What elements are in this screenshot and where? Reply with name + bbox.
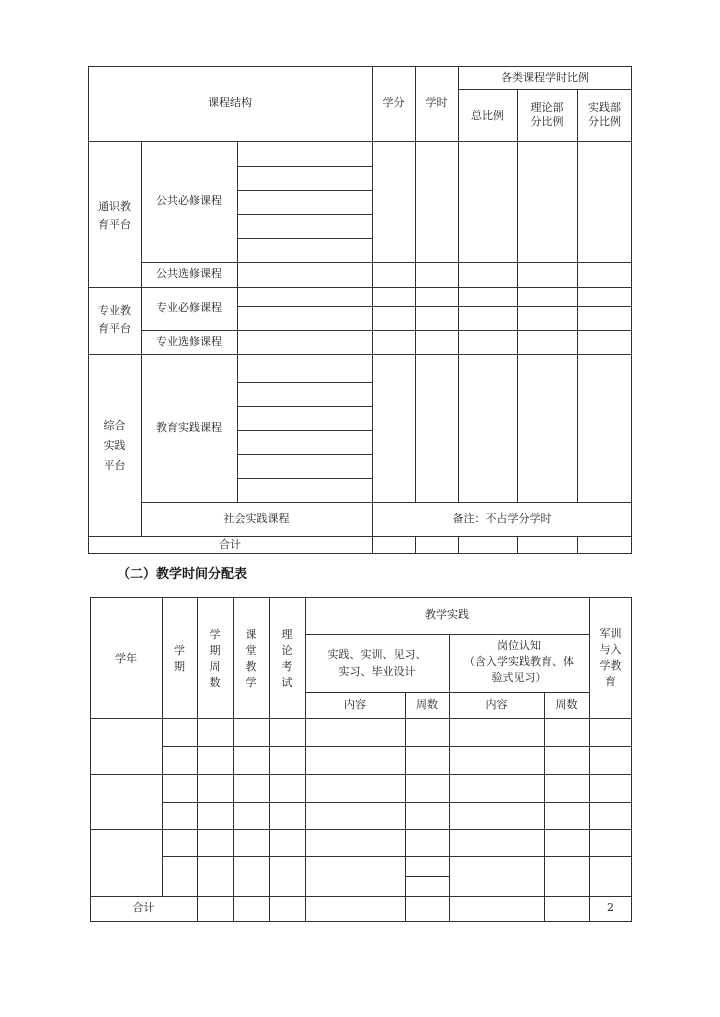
post-cognition-header: 岗位认知 （含入学实践教育、体 验式见习） [464,639,574,684]
table1-line [458,536,459,553]
table1-line [237,214,372,215]
table2-border-top [90,597,632,598]
practice-ratio-header: 实践部 分比例 [588,101,621,128]
table1-line [517,89,518,502]
table1-line [237,430,372,431]
table1-total-label: 合计 [219,538,241,551]
table1-line [237,306,632,307]
table1-line [237,141,238,502]
military-total-value: 2 [607,901,614,914]
table1-line [88,287,632,288]
table2-line [405,876,449,877]
table1-line [458,66,459,502]
major-required-course: 专业必修课程 [156,301,222,314]
total-ratio-header: 总比例 [471,109,504,122]
table1-border-bottom [88,553,632,554]
section-heading: （二）教学时间分配表 [117,567,248,582]
table1-line [141,330,632,331]
table2-line [405,692,406,921]
table1-line [372,66,373,553]
table1-border-right [631,66,632,553]
general-platform-label: 通识教 育平台 [98,200,131,231]
weeks-header-a: 周数 [416,698,438,711]
table1-line [88,536,632,537]
semester-header: 学 期 [174,644,185,673]
table1-line [141,262,632,263]
table1-border-top [88,66,632,67]
public-elective-course: 公共选修课程 [156,267,222,280]
table2-line [305,692,589,693]
table1-line [237,478,372,479]
table1-line [88,354,632,355]
table1-line [237,166,372,167]
edu-practice-course: 教育实践课程 [156,421,222,434]
school-year-header: 学年 [115,652,137,665]
table1-line [237,406,372,407]
table1-line [88,141,632,142]
course-structure-header: 课程结构 [208,96,252,109]
table2-line [162,597,163,896]
table1-line [237,382,372,383]
teaching-practice-header: 教学实践 [425,608,469,621]
theory-ratio-header: 理论部 分比例 [530,101,564,128]
weeks-header-b: 周数 [555,698,578,711]
table2-border-left [90,597,91,921]
credits-header: 学分 [382,96,405,109]
ratio-group-header: 各类课程学时比例 [501,71,589,84]
content-header-b: 内容 [485,698,508,711]
table2-line [90,896,632,897]
table1-line [141,502,632,503]
table2-line [544,692,545,921]
table2-line [90,718,632,719]
table2-line [90,829,632,830]
table1-line [415,536,416,553]
semester-weeks-header: 学 期 周 数 [209,628,221,689]
theory-exam-header: 理 论 考 试 [281,628,293,689]
hours-header: 学时 [425,96,448,109]
table1-line [415,66,416,502]
military-training-header: 军训 与入 学教 育 [599,627,622,688]
social-practice-note: 备注：不占学分学时 [452,512,552,525]
table1-line [237,190,372,191]
table1-line [237,238,372,239]
public-required-course: 公共必修课程 [156,194,222,207]
professional-platform-label: 专业教 育平台 [98,304,131,335]
table2-line [90,774,632,775]
practice-types-header: 实践、实训、见习、 实习、毕业设计 [327,648,427,678]
table1-line [458,89,632,90]
table1-line [577,536,578,553]
classroom-teaching-header: 课 堂 教 学 [245,628,257,689]
table1-line [577,89,578,502]
table1-line [237,454,372,455]
table2-total-label: 合计 [132,901,155,914]
table1-line [517,536,518,553]
content-header-a: 内容 [344,698,366,711]
comprehensive-platform-label: 综合 实践 平台 [103,419,126,472]
major-elective-course: 专业选修课程 [156,335,222,348]
social-practice-course: 社会实践课程 [223,512,290,525]
table2-line [305,634,589,635]
table2-border-bottom [90,921,632,922]
